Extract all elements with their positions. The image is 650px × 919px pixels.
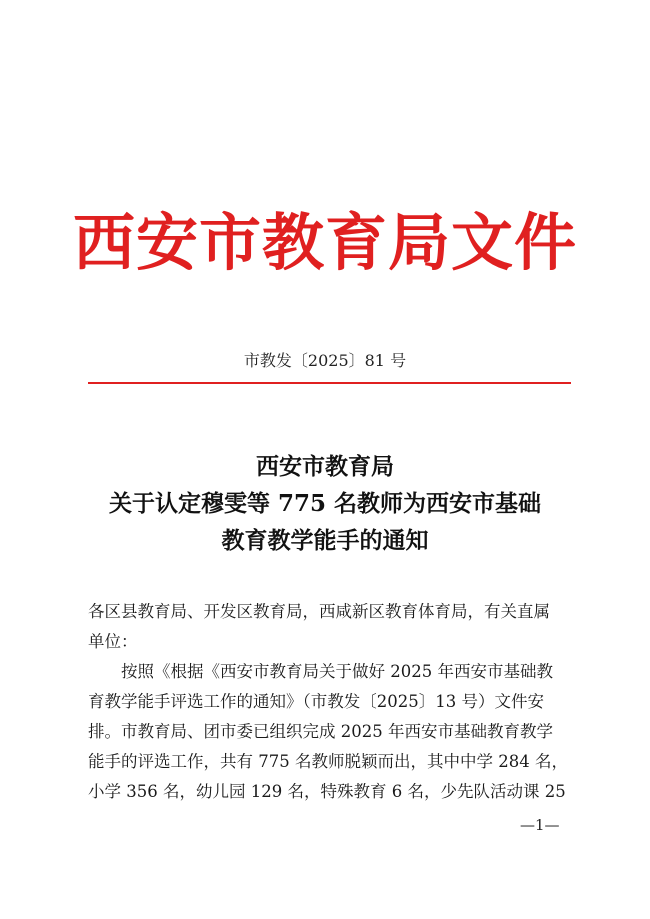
- title-line: 教育教学能手的通知: [221, 527, 429, 554]
- body-line: 育教学能手评选工作的通知》（市教发〔2025〕13 号）文件安: [88, 692, 544, 711]
- page-number: —1—: [520, 816, 560, 834]
- notice-title: [0, 448, 650, 559]
- title-line: 关于认定穆雯等 775 名教师为西安市基础: [108, 490, 542, 517]
- body-line: 小学 356 名，幼儿园 129 名，特殊教育 6 名，少先队活动课 25: [88, 782, 566, 801]
- red-divider: [88, 382, 571, 384]
- body-line: 排。市教育局、团市委已组织完成 2025 年西安市基础教育教学: [88, 722, 553, 741]
- body-line: 按照《根据《西安市教育局关于做好 2025 年西安市基础教: [121, 662, 553, 681]
- title-line: 西安市教育局: [256, 453, 394, 480]
- notice-body: [88, 597, 576, 807]
- document-number: 市教发〔2025〕81 号: [243, 351, 407, 370]
- body-line: 能手的评选工作，共有 775 名教师脱颖而出，其中中学 284 名，: [88, 752, 568, 771]
- body-line-addressee: 各区县教育局、开发区教育局，西咸新区教育体育局，有关直属: [88, 602, 550, 621]
- body-line-addressee-cont: 单位：: [88, 632, 138, 651]
- issuer-header: 西安市教育局文件: [72, 206, 577, 279]
